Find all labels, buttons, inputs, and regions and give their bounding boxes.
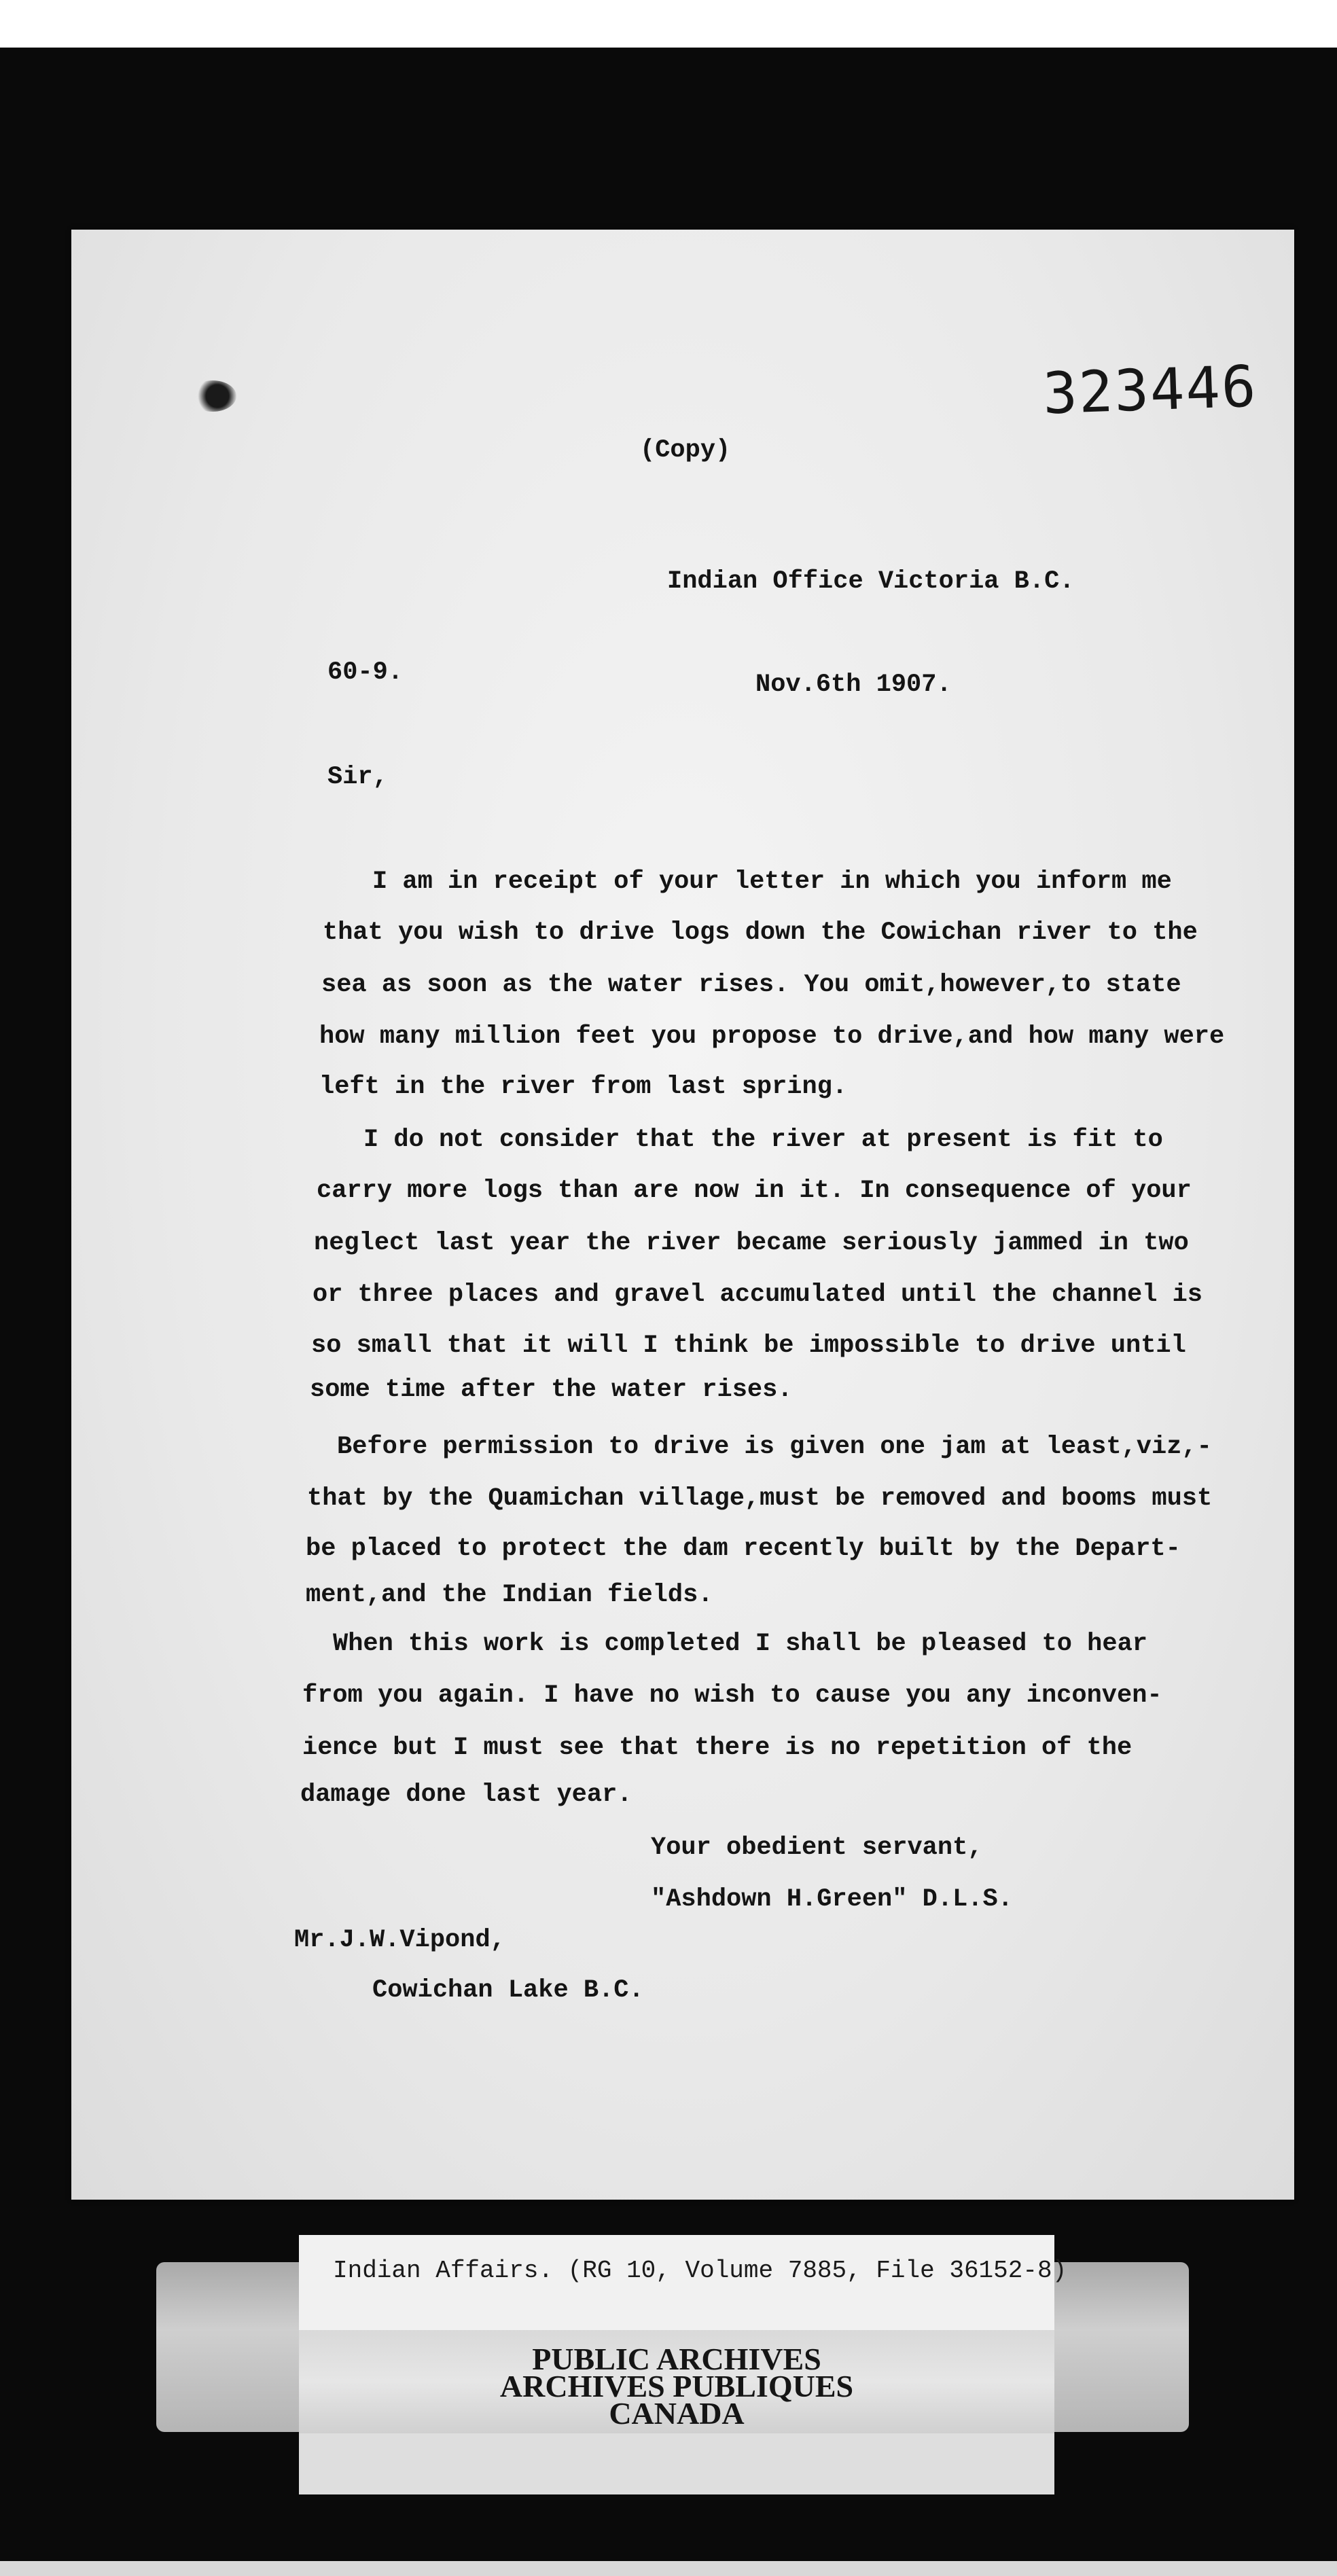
body-line: damage done last year. [300, 1781, 632, 1809]
body-line: ience but I must see that there is no repetition of the [302, 1734, 1133, 1762]
archive-stamp-line: CANADA [609, 2396, 745, 2431]
salutation: Sir, [327, 763, 388, 791]
bottom-margin [0, 2561, 1337, 2576]
body-line: from you again. I have no wish to cause you any inconven- [302, 1681, 1162, 1710]
recipient-address: Cowichan Lake B.C. [372, 1976, 644, 2005]
body-line: how many million feet you propose to drive,and how many were [319, 1022, 1225, 1051]
archive-stamp-line: PUBLIC ARCHIVES [532, 2342, 821, 2376]
body-line: sea as soon as the water rises. You omit,however,to state [321, 971, 1181, 999]
body-line: left in the river from last spring. [319, 1073, 848, 1101]
sender-address: Indian Office Victoria B.C. [667, 567, 1075, 596]
top-margin [0, 0, 1337, 48]
body-line: I am in receipt of your letter in which you inform me [372, 867, 1172, 896]
body-line: that by the Quamichan village,must be removed and booms must [307, 1484, 1213, 1513]
archive-reference: Indian Affairs. (RG 10, Volume 7885, File 36152-8) [333, 2257, 1067, 2285]
body-line: carry more logs than are now in it. In consequence of your [317, 1177, 1192, 1205]
letter-date: Nov.6th 1907. [755, 670, 952, 699]
ink-blot-mark [189, 380, 236, 412]
reference-number: 60-9. [327, 658, 404, 687]
body-line: some time after the water rises. [310, 1376, 793, 1404]
body-line: When this work is completed I shall be pleased to hear [333, 1630, 1147, 1658]
body-line: I do not consider that the river at present is fit to [363, 1126, 1163, 1154]
archive-stamp-line: ARCHIVES PUBLIQUES [499, 2369, 854, 2403]
recipient-name: Mr.J.W.Vipond, [294, 1926, 505, 1954]
body-line: so small that it will I think be impossible to drive until [311, 1331, 1186, 1360]
body-line: be placed to protect the dam recently built by the Depart- [306, 1535, 1181, 1563]
body-line: neglect last year the river became seriously jammed in two [314, 1229, 1189, 1257]
body-line: that you wish to drive logs down the Cowichan river to the [323, 918, 1198, 947]
copy-label: (Copy) [640, 436, 731, 465]
closing: Your obedient servant, [651, 1833, 983, 1862]
file-number-stamp: 323446 [1041, 353, 1259, 427]
body-line: or three places and gravel accumulated until the channel is [313, 1281, 1203, 1309]
archive-label-bottom [299, 2433, 1054, 2494]
signature: "Ashdown H.Green" D.L.S. [651, 1885, 1013, 1914]
body-line: ment,and the Indian fields. [306, 1581, 713, 1609]
body-line: Before permission to drive is given one jam at least,viz,- [337, 1433, 1212, 1461]
